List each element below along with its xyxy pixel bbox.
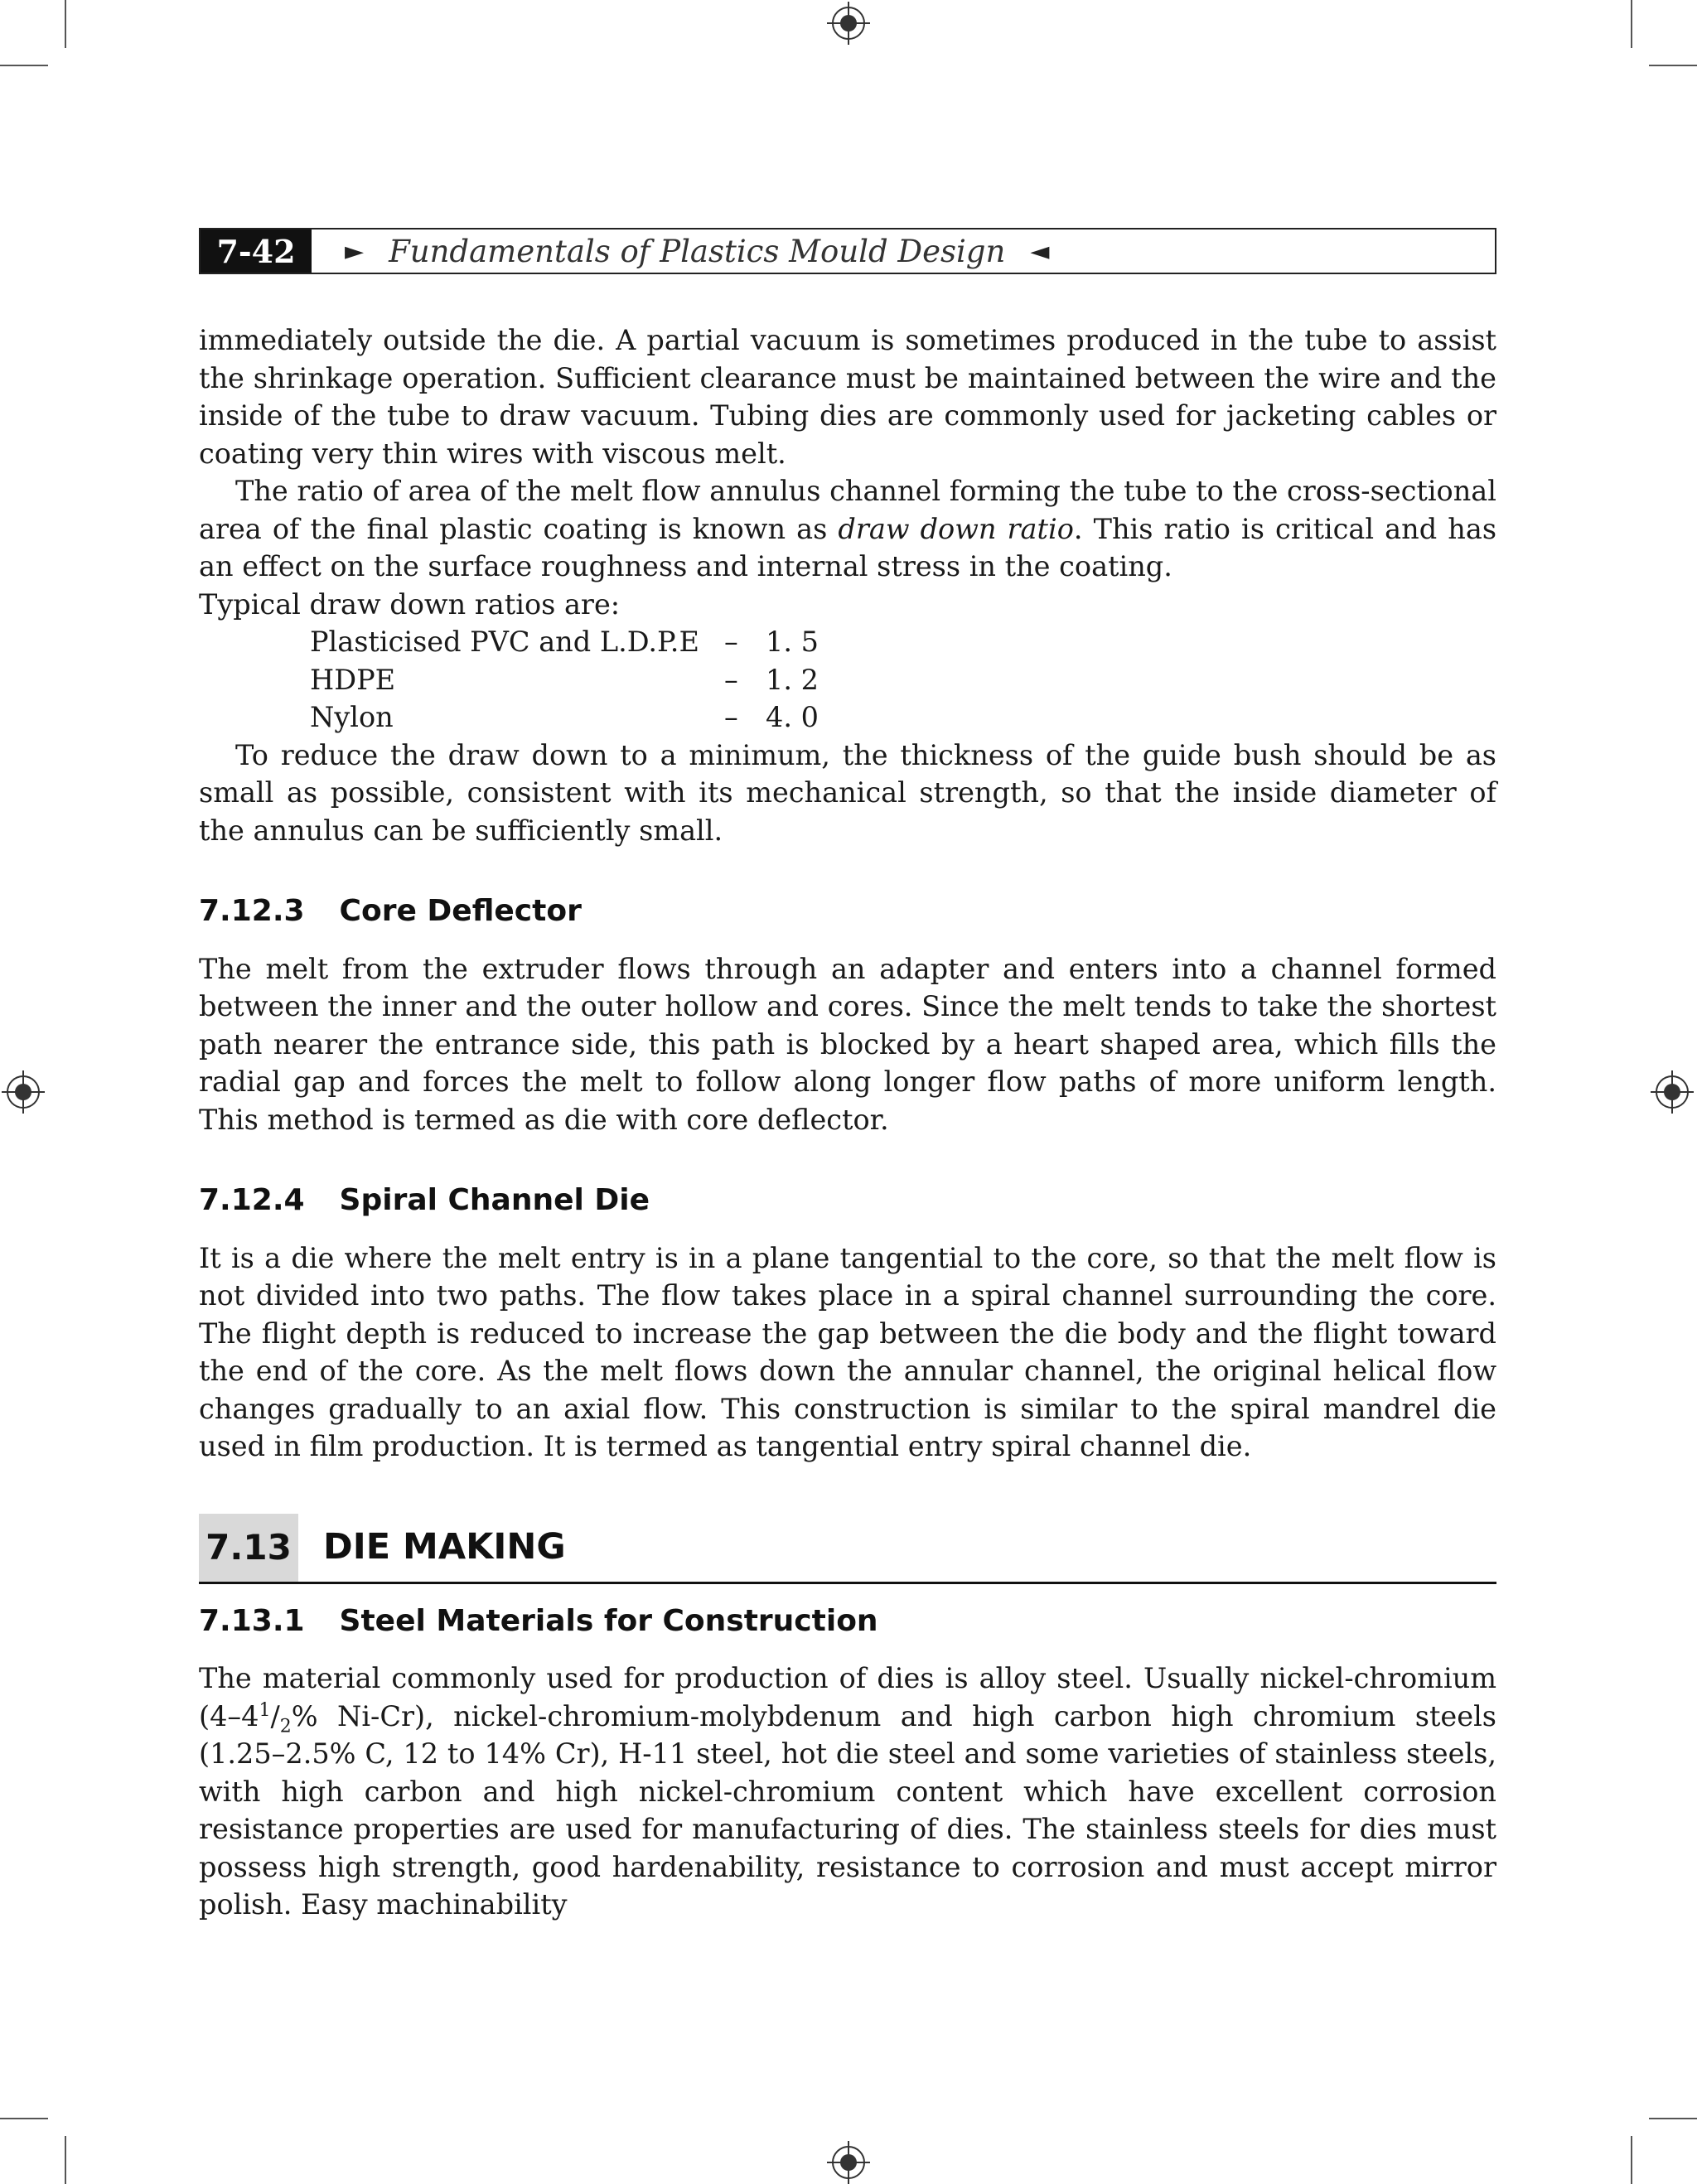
list-item: Plasticised PVC and L.D.P.E – 1. 5	[310, 626, 819, 658]
section-heading-7-12-4: 7.12.4 Spiral Channel Die	[199, 1183, 650, 1217]
book-title-group	[345, 234, 1049, 269]
section-heading-7-13	[199, 1514, 1496, 1584]
right-arrow-icon: ►	[345, 236, 365, 266]
list-item: HDPE – 1. 2	[310, 663, 819, 696]
paragraph-guide-bush: To reduce the draw down to a minimum, the thickness of the guide bush should be as small as possible, consistent with its mechanical strength, so that the inside diameter of the annulus can be sufficiently small.	[199, 738, 1496, 847]
list-item: Nylon – 4. 0	[310, 701, 819, 733]
crop-mark-top-left-horizontal	[0, 65, 48, 66]
registration-mark-right-icon	[1656, 1075, 1689, 1109]
term-draw-down-ratio: draw down ratio	[838, 512, 1074, 545]
ratios-intro: Typical draw down ratios are:	[199, 587, 621, 621]
left-arrow-icon: ◄	[1030, 236, 1050, 266]
page-body	[199, 321, 1496, 1924]
paragraph-draw-down-ratio: The ratio of area of the melt flow annulus channel forming the tube to the cross-sectional area of the final plastic coating is known as draw down ratio. This ratio is critical and has an effect on the surface roughness and internal stress in the coating.	[199, 475, 1497, 582]
crop-mark-top-right-horizontal	[1649, 65, 1697, 66]
section-number: 7.13	[199, 1514, 298, 1582]
crop-mark-bottom-left-horizontal	[0, 2118, 48, 2119]
section-heading-7-13-1: 7.13.1 Steel Materials for Construction	[199, 1603, 878, 1638]
draw-down-ratio-list	[310, 623, 1496, 737]
crop-mark-top-right-vertical	[1631, 0, 1632, 48]
paragraph-core-deflector: The melt from the extruder flows through an adapter and enters into a channel formed between the inner and the outer hollow and cores. Since the melt tends to take the shortest path nearer the entrance side, this path is blocked by a heart shaped area, which fills the radial gap and forces the melt to follow along longer flow paths of more uniform length. This method is termed as die with core deflector.	[199, 952, 1496, 1136]
paragraph-steel-materials: The material commonly used for production of dies is alloy steel. Usually nickel-chromium ($4-4^1/_2\%$ Ni-Cr), nickel-chromium-molybdenum and high carbon high chromium steels (1.25–2.5% C, 12 to 14% Cr), H-11 steel, hot die steel and some varieties of stainless steels, with high carbon and high nickel-chromium content which have excellent corrosion resistance properties are used for manufacturing of dies. The stainless steels for dies must possess high strength, good hardenability, resistance to corrosion and must accept mirror polish. Easy machinability	[199, 1662, 1496, 1921]
registration-mark-top-icon	[832, 7, 865, 40]
crop-mark-bottom-right-vertical	[1631, 2136, 1632, 2184]
paragraph-spiral-channel-die: It is a die where the melt entry is in a plane tangential to the core, so that the melt flow is not divided into two paths. The flow takes place in a spiral channel surrounding the core. The flight depth is reduced to increase the gap between the die body and the flight toward the end of the core. As the melt flows down the annular channel, the original helical flow changes gradually to an axial flow. This construction is similar to the spiral mandrel die used in film production. It is termed as tangential entry spiral channel die.	[199, 1241, 1496, 1462]
section-heading-7-12-3: 7.12.3 Core Deflector	[199, 894, 582, 928]
registration-mark-left-icon	[7, 1075, 40, 1109]
book-title: Fundamentals of Plastics Mould Design	[389, 233, 1006, 269]
running-header	[199, 228, 1496, 274]
crop-mark-top-left-vertical	[65, 0, 66, 48]
crop-mark-bottom-left-vertical	[65, 2136, 66, 2184]
section-title: DIE MAKING	[323, 1525, 566, 1568]
crop-mark-bottom-right-horizontal	[1649, 2118, 1697, 2119]
paragraph-tubing-dies: immediately outside the die. A partial vacuum is sometimes produced in the tube to assist the shrinkage operation. Sufficient clearance must be maintained between the wire and the inside of the tube to draw vacuum. Tubing dies are commonly used for jacketing cables or coating very thin wires with viscous melt.	[199, 324, 1496, 470]
registration-mark-bottom-icon	[832, 2146, 865, 2179]
page-number: 7-42	[201, 230, 312, 273]
